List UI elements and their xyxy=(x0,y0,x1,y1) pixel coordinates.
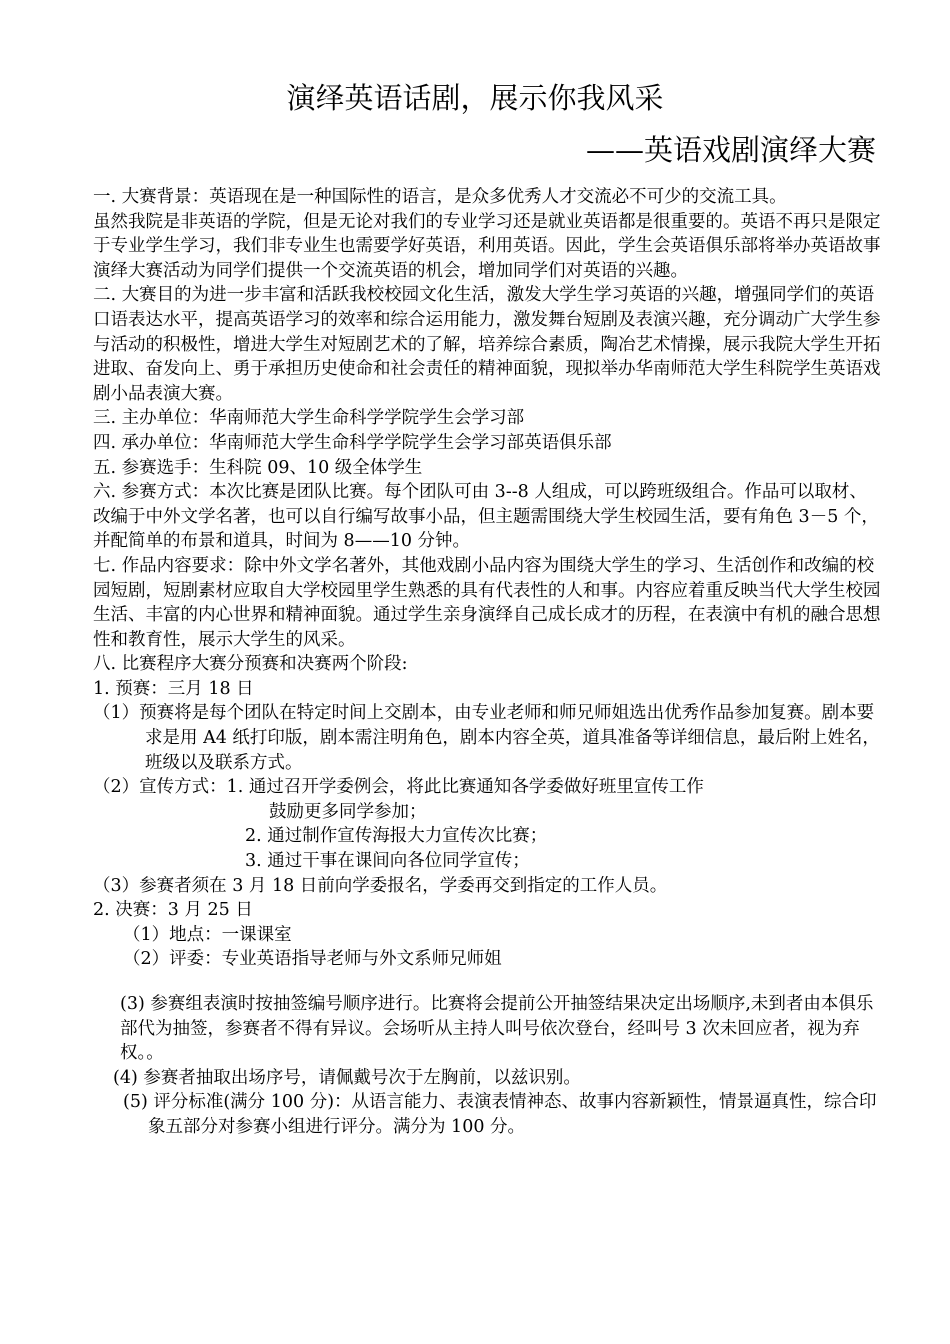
preliminary-item-2: （2）宣传方式：1. 通过召开学委例会，将此比赛通知各学委做好班里宣传工作 xyxy=(93,777,704,798)
section-purpose: 二. 大赛目的为进一步丰富和活跃我校校园文化生活，激发大学生学习英语的兴趣，增强同学们的英语口语表达水平，提高英语学习的效率和综合运用能力，激发舞台短剧及表演兴趣，充分调动广大学生参与活动的积极性，增进大学生对短剧艺术的了解，培养综合素质，陶冶艺术情操，展示我院大学生开拓进取、奋发向上、勇于承担历史使命和社会责任的精神面貌，现拟举办华南师范大学生科院学生英语戏剧小品表演大赛。 xyxy=(93,285,881,404)
final-item-4: (4) 参赛者抽取出场序号，请佩戴号次于左胸前，以兹识别。 xyxy=(113,1067,581,1088)
page-subtitle: ——英语戏剧演绎大赛 xyxy=(585,133,876,167)
section-co-organizer: 四. 承办单位：华南师范大学生命科学学院学生会学习部英语俱乐部 xyxy=(93,432,612,453)
preliminary-item-2-point-2: 2. 通过制作宣传海报大力宣传次比赛； xyxy=(245,826,548,847)
spacer xyxy=(93,972,883,992)
section-background: 一. 大赛背景：英语现在是一种国际性的语言，是众多优秀人才交流必不可少的交流工具。 xyxy=(93,187,787,207)
preliminary-item-1: （1）预赛将是每个团队在特定时间上交剧本，由专业老师和师兄师姐选出优秀作品参加复赛。剧本要求是用 A4 纸打印版，剧本需注明角色，剧本内容全英，道具准备等详细信息，最后附上姓名，班级以及联系方式。 xyxy=(93,703,880,773)
paragraph-background-detail: 虽然我院是非英语的学院，但是无论对我们的专业学习还是就业英语都是很重要的。英语不再只是限定于专业学生学习，我们非专业生也需要学好英语，利用英语。因此，学生会英语俱乐部将举办英语故事演绎大赛活动为同学们提供一个交流英语的机会，增加同学们对英语的兴趣。 xyxy=(93,211,881,281)
preliminary-item-2-point-3: 3. 通过干事在课间向各位同学宣传； xyxy=(245,851,530,872)
section-content-requirements: 七. 作品内容要求：除中外文学名著外，其他戏剧小品内容为围绕大学生的学习、生活创作和改编的校园短剧，短剧素材应取自大学校园里学生熟悉的具有代表性的人和事。内容应着重反映当代大学生校园生活、丰富的内心世界和精神面貌。通过学生亲身演绎自己成长成才的历程，在表演中有机的融合思想性和教育性，展示大学生的风采。 xyxy=(93,555,881,650)
section-procedure: 八. 比赛程序大赛分预赛和决赛两个阶段: xyxy=(93,654,408,675)
preliminary-item-2-cont: 鼓励更多同学参加； xyxy=(269,801,427,822)
final-item-5: (5) 评分标准(满分 100 分)：从语言能力、表演表情神态、故事内容新颖性，情景逼真性，综合印象五部分对参赛小组进行评分。满分为 100 分。 xyxy=(123,1092,877,1137)
preliminary-item-3: （3）参赛者须在 3 月 18 日前向学委报名，学委再交到指定的工作人员。 xyxy=(93,875,668,896)
final-item-2: （2）评委：专业英语指导老师与外文系师兄师姐 xyxy=(123,949,502,970)
section-participants: 五. 参赛选手：生科院 09、10 级全体学生 xyxy=(93,457,423,478)
section-organizer: 三. 主办单位：华南师范大学生命科学学院学生会学习部 xyxy=(93,408,525,429)
final-item-1: （1）地点：一课课室 xyxy=(123,924,292,945)
final-item-3: (3) 参赛组表演时按抽签编号顺序进行。比赛将会提前公开抽签结果决定出场顺序,未到者由本俱乐部代为抽签，参赛者不得有异议。会场听从主持人叫号依次登台，经叫号 3 次未回应者，视为弃权。。 xyxy=(120,994,874,1064)
document-body xyxy=(93,185,883,1140)
stage-preliminary: 1. 预赛：三月 18 日 xyxy=(93,678,254,699)
stage-final: 2. 决赛：3 月 25 日 xyxy=(93,900,253,921)
section-format: 六. 参赛方式：本次比赛是团队比赛。每个团队可由 3--8 人组成，可以跨班级组合。作品可以取材、改编于中外文学名著，也可以自行编写故事小品，但主题需围绕大学生校园生活，要有角色 3－5 个，并配简单的布景和道具，时间为 8——10 分钟。 xyxy=(93,482,879,552)
page-title: 演绎英语话剧，展示你我风采 xyxy=(286,81,664,115)
